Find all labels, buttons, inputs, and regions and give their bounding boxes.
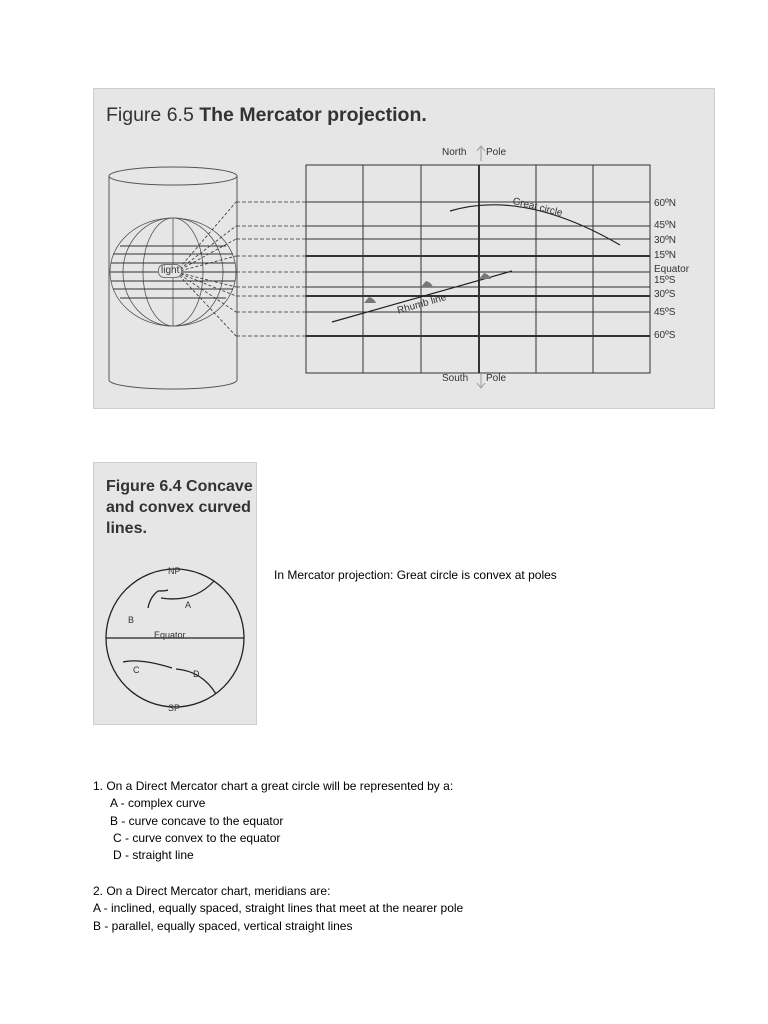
mercator-diagram bbox=[94, 89, 716, 410]
question-1 bbox=[93, 778, 693, 864]
lat-label-15n: 15ºN bbox=[654, 250, 676, 261]
lat-label-30n: 30ºN bbox=[654, 235, 676, 246]
north-pole-label: Pole bbox=[486, 147, 507, 158]
curve-label-c: C bbox=[133, 665, 140, 675]
question-2-option-b: B - parallel, equally spaced, vertical straight lines bbox=[93, 918, 353, 933]
figure-6-4-title: Figure 6.4 Concave and convex curved lines. bbox=[106, 478, 253, 537]
south-label: South bbox=[442, 373, 469, 384]
angle-marker bbox=[421, 281, 433, 287]
angle-marker bbox=[364, 297, 376, 303]
question-2-text: 2. On a Direct Mercator chart, meridians are: bbox=[93, 884, 331, 898]
cylinder-top bbox=[109, 167, 237, 185]
lat-label-45s: 45ºS bbox=[654, 307, 676, 318]
figure-title-text: The Mercator projection. bbox=[199, 104, 427, 126]
np-label: NP bbox=[168, 566, 181, 576]
question-1-option-d: D - straight line bbox=[113, 848, 194, 863]
question-1-option-c: C - curve convex to the equator bbox=[113, 830, 281, 845]
lat-label-45n: 45ºN bbox=[654, 220, 676, 231]
mercator-note: In Mercator projection: Great circle is convex at poles bbox=[274, 568, 557, 582]
lat-label-60n: 60ºN bbox=[654, 198, 676, 209]
south-pole-label: Pole bbox=[486, 373, 507, 384]
curve-label-b: B bbox=[128, 615, 135, 625]
lat-label-60s: 60ºS bbox=[654, 330, 676, 341]
cylinder-bottom bbox=[109, 380, 237, 389]
curve-label-a: A bbox=[185, 600, 192, 610]
figure-concave-convex bbox=[93, 462, 257, 725]
curve-a bbox=[161, 581, 214, 599]
great-circle-label: Great circle bbox=[511, 196, 564, 220]
projection-lines bbox=[236, 202, 306, 336]
question-2 bbox=[93, 883, 693, 935]
figure-6-5-title bbox=[106, 104, 427, 127]
question-1-text: 1. On a Direct Mercator chart a great circle will be represented by a: bbox=[93, 779, 454, 793]
rhumb-line-label: Rhumb line bbox=[396, 292, 448, 317]
figure-mercator-projection bbox=[93, 88, 715, 409]
curve-label-d: D bbox=[193, 669, 200, 679]
curve-c bbox=[123, 661, 172, 668]
figure-number: Figure 6.5 bbox=[106, 104, 194, 126]
equator-label: Equator bbox=[154, 630, 186, 640]
question-1-option-b: B - curve concave to the equator bbox=[110, 813, 284, 828]
lat-label-15s: 15ºS bbox=[654, 275, 676, 286]
lat-label-30s: 30ºS bbox=[654, 289, 676, 300]
question-2-option-a: A - inclined, equally spaced, straight lines that meet at the nearer pole bbox=[93, 901, 464, 916]
angle-marker bbox=[479, 273, 491, 279]
sp-label: SP bbox=[168, 703, 181, 713]
lat-label-equator: Equator bbox=[654, 264, 690, 275]
north-label: North bbox=[442, 147, 467, 158]
light-label: light bbox=[158, 264, 182, 278]
question-1-option-a: A - complex curve bbox=[110, 796, 206, 811]
